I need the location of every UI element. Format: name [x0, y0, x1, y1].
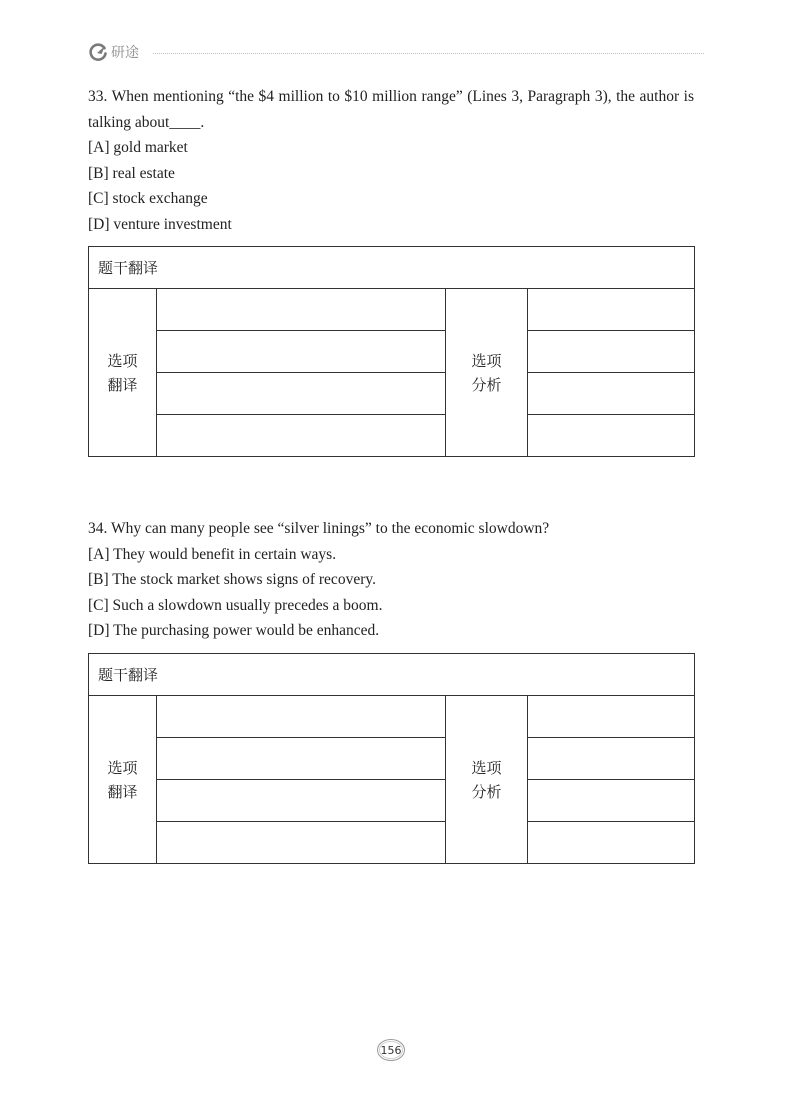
answer-table-33: [88, 246, 695, 457]
option-translation-label: 选项 翻译: [89, 696, 157, 864]
logo: [88, 42, 139, 62]
option-b: [B] The stock market shows signs of recovery.: [88, 571, 376, 588]
page-number: 156: [380, 1043, 402, 1057]
question-33: [88, 84, 694, 237]
translation-cell[interactable]: [157, 738, 446, 780]
option-analysis-label: 选项 分析: [446, 696, 528, 864]
option-translation-label: 选项 翻译: [89, 289, 157, 457]
stem-translation-header: 题干翻译: [89, 247, 695, 289]
page-header: [88, 40, 704, 64]
option-d: [D] The purchasing power would be enhanced.: [88, 622, 380, 639]
question-stem: 33. When mentioning “the $4 million to $10 million range” (Lines 3, Paragraph 3), the author is talking about____.: [88, 88, 694, 131]
option-c: [C] stock exchange: [88, 190, 208, 207]
analysis-cell[interactable]: [528, 780, 695, 822]
option-b: [B] real estate: [88, 164, 175, 182]
option-a: [A] They would benefit in certain ways.: [88, 545, 337, 563]
option-d: [D] venture investment: [88, 215, 232, 233]
stem-translation-header: 题干翻译: [89, 654, 695, 696]
translation-cell[interactable]: [157, 373, 446, 415]
question-34: [88, 516, 694, 644]
analysis-cell[interactable]: [528, 738, 695, 780]
logo-text: 研途: [111, 45, 139, 61]
analysis-cell[interactable]: [528, 289, 695, 331]
translation-cell[interactable]: [157, 696, 446, 738]
translation-cell[interactable]: [157, 780, 446, 822]
analysis-cell[interactable]: [528, 822, 695, 864]
analysis-cell[interactable]: [528, 331, 695, 373]
header-divider: [153, 53, 704, 54]
analysis-cell[interactable]: [528, 415, 695, 457]
option-analysis-label: 选项 分析: [446, 289, 528, 457]
option-a: [A] gold market: [88, 139, 188, 156]
page-number-badge: [376, 1038, 406, 1062]
question-stem: 34. Why can many people see “silver linings” to the economic slowdown?: [88, 520, 550, 537]
logo-icon: [88, 42, 108, 62]
translation-cell[interactable]: [157, 822, 446, 864]
option-c: [C] Such a slowdown usually precedes a boom.: [88, 596, 383, 614]
analysis-cell[interactable]: [528, 696, 695, 738]
analysis-cell[interactable]: [528, 373, 695, 415]
translation-cell[interactable]: [157, 331, 446, 373]
translation-cell[interactable]: [157, 289, 446, 331]
answer-table-34: [88, 653, 695, 864]
translation-cell[interactable]: [157, 415, 446, 457]
